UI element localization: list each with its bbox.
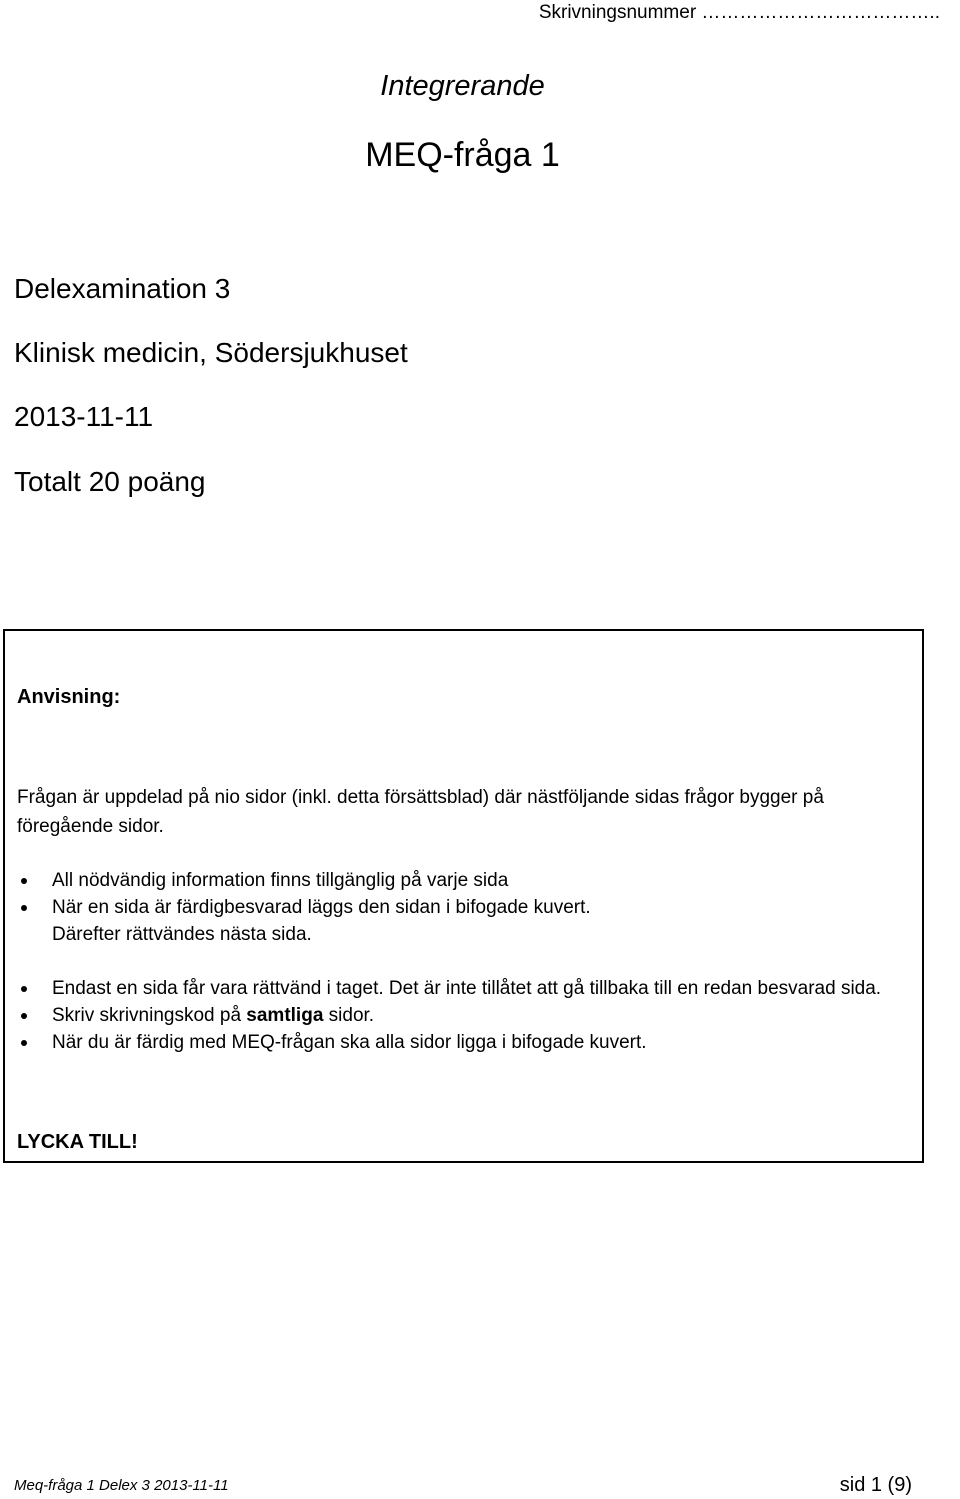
list-item-text: Endast en sida får vara rättvänd i taget. Det är inte tillåtet att gå tillbaka till en redan besvarad sida. <box>52 978 882 999</box>
page-title: MEQ-fråga 1 <box>365 136 560 174</box>
bullet-icon <box>21 1040 27 1046</box>
bullet-icon <box>21 878 27 884</box>
list-item-text: När du är färdig med MEQ-frågan ska alla sidor ligga i bifogade kuvert. <box>52 1032 647 1053</box>
list-item <box>5 1029 915 1056</box>
bullet-icon <box>21 1013 27 1019</box>
instructions-intro: Frågan är uppdelad på nio sidor (inkl. detta försättsblad) där nästföljande sidas frågor bygger på föregående sidor. <box>17 787 824 837</box>
exam-date: 2013-11-11 <box>14 401 154 432</box>
list-item <box>5 975 915 1002</box>
list-item-text: När en sida är färdigbesvarad läggs den sidan i bifogade kuvert. <box>52 897 591 918</box>
bullet-icon <box>21 905 27 911</box>
list-item <box>5 894 915 948</box>
bullet-icon <box>21 986 27 992</box>
instructions-list <box>5 867 915 1056</box>
list-spacer <box>5 948 915 975</box>
emphasis-text: samtliga <box>246 1005 324 1026</box>
page-number: sid 1 (9) <box>839 1474 912 1496</box>
closing-text: LYCKA TILL! <box>17 1131 138 1153</box>
list-item <box>5 1002 915 1029</box>
list-item-text-continued: Därefter rättvändes nästa sida. <box>52 924 312 945</box>
exam-name: Delexamination 3 <box>14 273 231 304</box>
list-item-text: sidor. <box>323 1005 375 1026</box>
list-item <box>5 867 915 894</box>
course-name: Klinisk medicin, Södersjukhuset <box>14 337 408 368</box>
footer-document-label: Meq-fråga 1 Delex 3 2013-11-11 <box>14 1477 229 1494</box>
instructions-box <box>3 629 924 1163</box>
subtitle: Integrerande <box>380 70 545 102</box>
total-points: Totalt 20 poäng <box>14 466 206 497</box>
list-item-text: Skriv skrivningskod på <box>52 1005 247 1026</box>
exam-number-field: Skrivningsnummer ……………………………….. <box>538 2 940 23</box>
list-item-text: All nödvändig information finns tillgänglig på varje sida <box>52 870 509 891</box>
instructions-heading: Anvisning: <box>17 686 121 708</box>
